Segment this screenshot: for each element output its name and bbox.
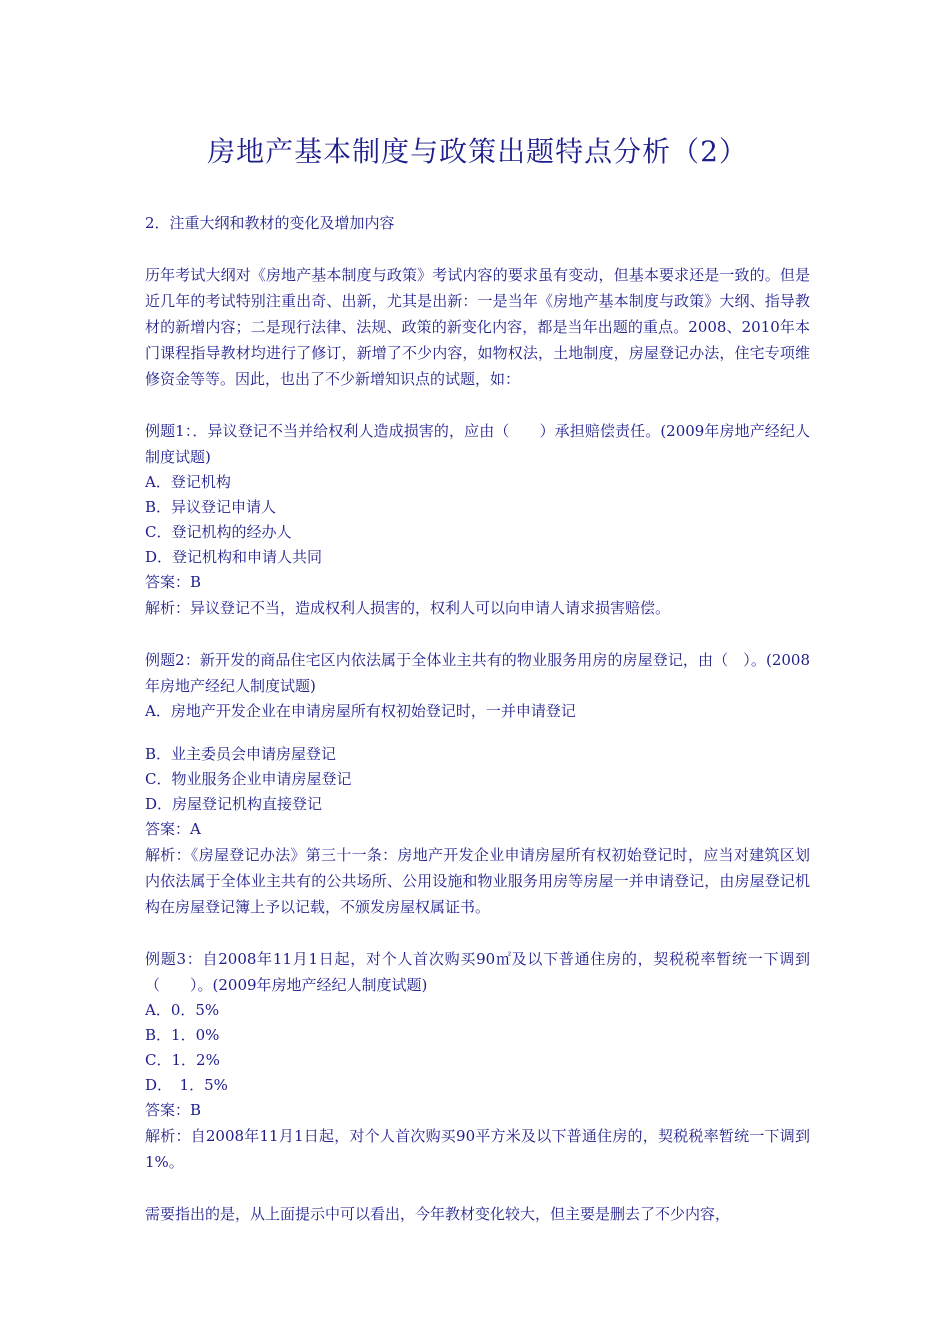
option-c: C．物业服务企业申请房屋登记: [145, 770, 352, 788]
analysis: 解析：自2008年11月1日起，对个人首次购买90平方米及以下普通住房的，契税税率暂统一下调到1%。: [145, 1127, 810, 1171]
document-title: 房地产基本制度与政策出题特点分析（2）: [207, 135, 748, 168]
section-heading: 2．注重大纲和教材的变化及增加内容: [145, 214, 395, 232]
example-1: [145, 418, 810, 621]
example-question: 例题3：自2008年11月1日起，对个人首次购买90㎡及以下普通住房的，契税税率暂统一下调到（ ）。(2009年房地产经纪人制度试题): [145, 950, 810, 994]
option-d: D． 1．5%: [145, 1076, 228, 1094]
option-b: B．异议登记申请人: [145, 498, 277, 516]
document-page: [145, 128, 810, 1227]
example-question: 例题1：．异议登记不当并给权利人造成损害的，应由（ ）承担赔偿责任。(2009年房地产经纪人制度试题): [145, 422, 810, 466]
option-a: A．0．5%: [145, 1001, 220, 1019]
answer: 答案：B: [145, 1101, 202, 1119]
option-d: D．房屋登记机构直接登记: [145, 795, 323, 813]
answer: 答案：B: [145, 573, 202, 591]
intro-paragraph: 历年考试大纲对《房地产基本制度与政策》考试内容的要求虽有变动，但基本要求还是一致的。但是近几年的考试特别注重出奇、出新，尤其是出新：一是当年《房地产基本制度与政策》大纲、指导教材的新增内容；二是现行法律、法规、政策的新变化内容，都是当年出题的重点。2008、2010年本门课程指导教材均进行了修订，新增了不少内容，如物权法，土地制度，房屋登记办法，住宅专项维修资金等等。因此，也出了不少新增知识点的试题，如：: [145, 266, 810, 388]
closing-paragraph: 需要指出的是，从上面提示中可以看出，今年教材变化较大，但主要是删去了不少内容，: [145, 1205, 731, 1223]
option-b: B．1．0%: [145, 1026, 220, 1044]
analysis: 解析：《房屋登记办法》第三十一条：房地产开发企业申请房屋所有权初始登记时，应当对建筑区划内依法属于全体业主共有的公共场所、公用设施和物业服务用房等房屋一并申请登记，由房屋登记机构在房屋登记簿上予以记载，不颁发房屋权属证书。: [145, 846, 810, 916]
option-a: A．房地产开发企业在申请房屋所有权初始登记时，一并申请登记: [145, 702, 576, 720]
analysis: 解析：异议登记不当，造成权利人损害的，权利人可以向申请人请求损害赔偿。: [145, 599, 671, 617]
example-2: [145, 647, 810, 920]
option-d: D．登记机构和申请人共同: [145, 548, 323, 566]
answer: 答案：A: [145, 820, 201, 838]
option-c: C．登记机构的经办人: [145, 523, 292, 541]
option-b: B．业主委员会申请房屋登记: [145, 745, 337, 763]
example-3: [145, 946, 810, 1175]
option-c: C．1．2%: [145, 1051, 220, 1069]
option-a: A．登记机构: [145, 473, 231, 491]
example-question: 例题2：新开发的商品住宅区内依法属于全体业主共有的物业服务用房的房屋登记，由（ ）。(2008年房地产经纪人制度试题): [145, 651, 810, 695]
